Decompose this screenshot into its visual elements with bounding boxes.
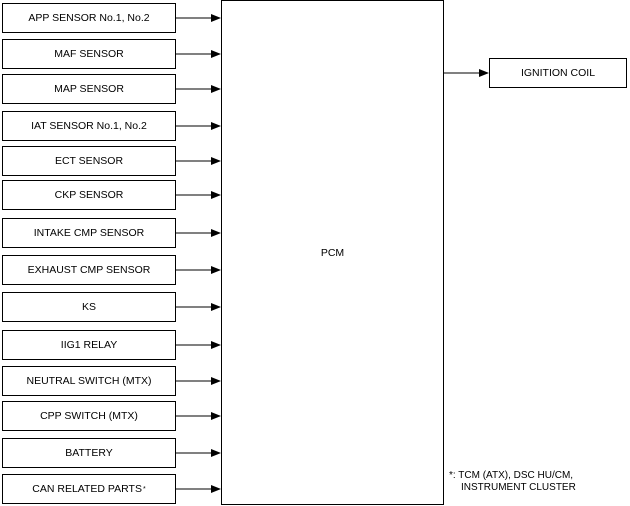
input-label: EXHAUST CMP SENSOR: [27, 264, 151, 276]
input-block: [2, 330, 176, 360]
input-label: MAF SENSOR: [54, 48, 124, 60]
pcm-label: PCM: [320, 247, 345, 259]
input-label: IIG1 RELAY: [60, 339, 118, 351]
input-label: NEUTRAL SWITCH (MTX): [26, 375, 152, 387]
input-label: CPP SWITCH (MTX): [40, 410, 138, 422]
input-block: [2, 255, 176, 285]
input-block: [2, 292, 176, 322]
input-label: APP SENSOR No.1, No.2: [28, 12, 150, 24]
input-block: [2, 111, 176, 141]
input-label: ECT SENSOR: [54, 155, 124, 167]
pcm-block: [221, 0, 444, 505]
input-block: [2, 74, 176, 104]
input-label: IAT SENSOR No.1, No.2: [31, 120, 147, 132]
input-block: [2, 39, 176, 69]
input-label: CKP SENSOR: [54, 189, 124, 201]
input-label: INTAKE CMP SENSOR: [33, 227, 145, 239]
input-block: [2, 366, 176, 396]
input-block: [2, 401, 176, 431]
ignition-coil-label: IGNITION COIL: [520, 67, 596, 79]
input-label: CAN RELATED PARTS: [32, 483, 142, 495]
input-label: MAP SENSOR: [54, 83, 124, 95]
footnote-line-2: INSTRUMENT CLUSTER: [461, 482, 576, 493]
ignition-coil-block: [489, 58, 627, 88]
footnote: [449, 470, 576, 494]
input-block: [2, 3, 176, 33]
input-label: KS: [81, 301, 96, 313]
input-block: [2, 180, 176, 210]
footnote-line-1: *: TCM (ATX), DSC HU/CM,: [449, 470, 574, 481]
input-label: BATTERY: [65, 447, 113, 459]
input-block: [2, 146, 176, 176]
input-block: [2, 474, 176, 504]
input-block: [2, 438, 176, 468]
input-block: [2, 218, 176, 248]
footnote-mark: *: [142, 485, 146, 493]
